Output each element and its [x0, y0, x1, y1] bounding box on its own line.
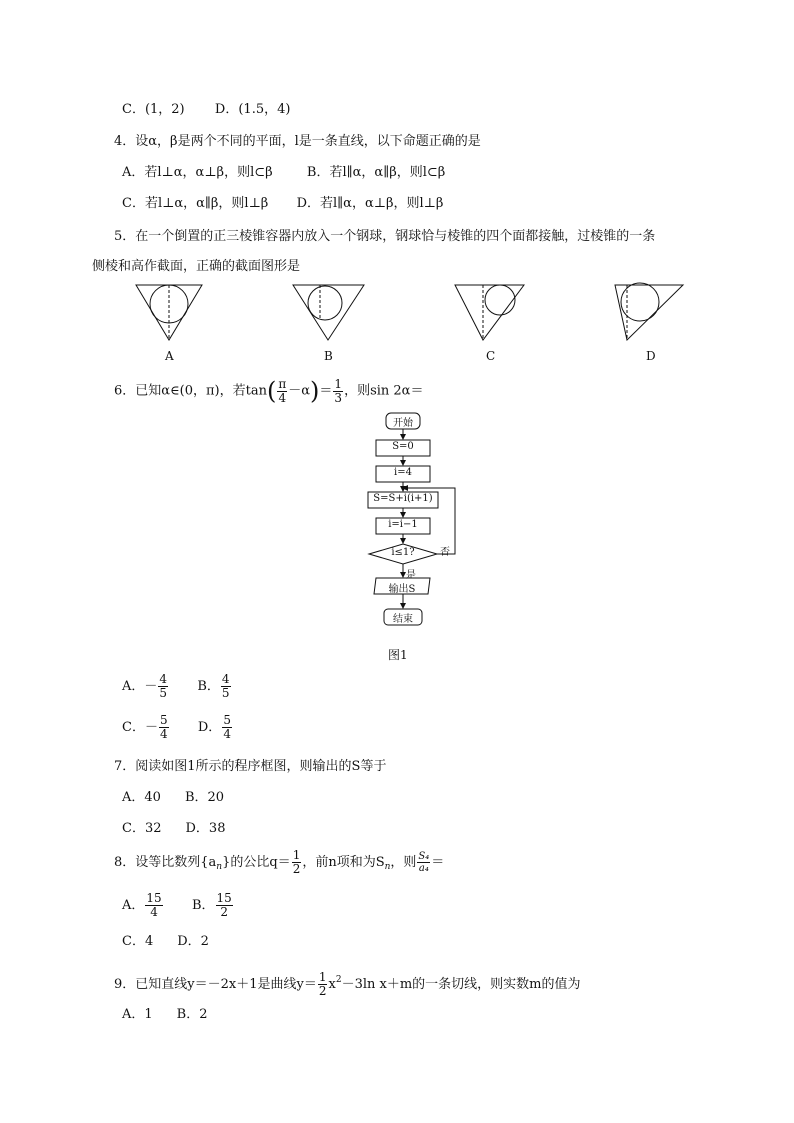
q9-stem: 9．已知直线y＝－2x＋1是曲线y＝ $\frac{1}{2}$ $x^2-3\ln$ x＋m的一条切线，则实数m的值为 [114, 970, 581, 998]
q7-option-c: C．32 [122, 821, 162, 836]
q7-option-b: B．20 [184, 790, 225, 805]
flow-dec-text: i=i−1 [388, 519, 418, 530]
flow-yes-label: 是 [406, 570, 416, 581]
flow-s0-text: S=0 [392, 441, 414, 452]
figure-b [293, 285, 364, 340]
q4-stem: 4．设α，β是两个不同的平面，l是一条直线，以下命题正确的是 [114, 134, 481, 149]
q4-options-row1 [122, 164, 445, 182]
q7-stem: 7．阅读如图1所示的程序框图，则输出的S等于 [114, 759, 387, 774]
q9-half: $\frac{1}{2}$ [318, 970, 327, 998]
figure-caption: 图1 [388, 648, 408, 662]
q6-option-c-fraction: $\frac{5}{4}$ [159, 713, 168, 741]
q4-option-a: A．若l⊥α，α⊥β，则l⊂β [122, 165, 273, 180]
flow-output-text: 输出S [388, 584, 416, 595]
q3-options [122, 101, 290, 119]
q8-options-row2 [122, 933, 209, 951]
q4-option-d: D．若l∥α，α⊥β，则l⊥β [296, 196, 444, 211]
q8-options-row1: A． $\frac{15}{4}$ B． $\frac{15}{2}$ [122, 891, 232, 919]
q6-stem: 6．已知α∈(0，π)，若tan( $\frac{\pi}{4}$ －α)＝ $\frac{1}{3}$ ，则sin 2α＝ [114, 376, 424, 405]
one-third: $\frac{1}{3}$ [334, 376, 343, 405]
flow-no-label: 否 [440, 547, 450, 558]
q6-option-a-fraction: $\frac{4}{5}$ [159, 672, 168, 700]
figure-a [136, 285, 202, 340]
q6-options-row2: C．－ $\frac{5}{4}$ D． $\frac{5}{4}$ [122, 713, 231, 741]
q7-option-d: D．38 [185, 821, 226, 836]
flow-update-text: S=S+i(i+1) [373, 493, 433, 504]
q9-option-b: B．2 [176, 1007, 208, 1022]
figure-c [455, 285, 524, 340]
q9-option-a: A．1 [122, 1007, 153, 1022]
pi-over-4: $\frac{\pi}{4}$ [278, 376, 287, 405]
q3-option-d: D．(1.5，4) [214, 102, 291, 117]
q4-option-c: C．若l⊥α，α∥β，则l⊥β [122, 196, 269, 211]
q6-option-d-fraction: $\frac{5}{4}$ [223, 713, 231, 741]
q8-sum-over-term: $\frac{\text{S₄}}{\text{a₄}}$ [418, 851, 430, 874]
q6-options-row1: A．－ $\frac{4}{5}$ B． $\frac{4}{5}$ [122, 672, 230, 700]
figure-label-d: D [646, 349, 656, 363]
figure-label-c: C [486, 349, 496, 363]
q7-options-row1 [122, 789, 224, 807]
q4-options-row2 [122, 195, 443, 213]
figure-d [615, 283, 683, 340]
q7-options-row2 [122, 820, 225, 838]
q4-option-b: B．若l∥α，α∥β，则l⊂β [306, 165, 446, 180]
q5-stem-line2: 侧棱和高作截面，正确的截面图形是 [92, 259, 301, 274]
q8-option-d: D．2 [177, 934, 209, 949]
q7-option-a: A．40 [122, 790, 161, 805]
q8-option-a-fraction: $\frac{15}{4}$ [146, 891, 162, 919]
q8-option-b-fraction: $\frac{15}{2}$ [216, 891, 232, 919]
q5-figures [0, 282, 794, 362]
q5-stem-line1: 5．在一个倒置的正三棱锥容器内放入一个钢球，钢球恰与棱锥的四个面都接触，过棱锥的一条 [114, 229, 656, 244]
flow-cond-text: i≤1? [391, 547, 415, 558]
q8-option-c: C．4 [122, 934, 154, 949]
figure-label-b: B [324, 349, 333, 363]
flow-start-text: 开始 [393, 418, 413, 429]
q9-options-row1 [122, 1006, 208, 1024]
q8-stem: 8．设等比数列$\{a_n\}$的公比q＝ $\frac{1}{2}$ ，前n项和为$S_n$，则 $\frac{\text{S₄}}{\text{a₄}}$ ＝ [114, 848, 445, 876]
flow-end-text: 结束 [393, 614, 413, 625]
q6-option-b-fraction: $\frac{4}{5}$ [221, 672, 230, 700]
q3-option-c: C．(1，2) [122, 102, 185, 117]
flowchart-labels [0, 410, 794, 640]
flow-i4-text: i=4 [394, 467, 412, 478]
q8-ratio-q: $\frac{1}{2}$ [292, 848, 301, 876]
figure-label-a: A [165, 349, 174, 363]
